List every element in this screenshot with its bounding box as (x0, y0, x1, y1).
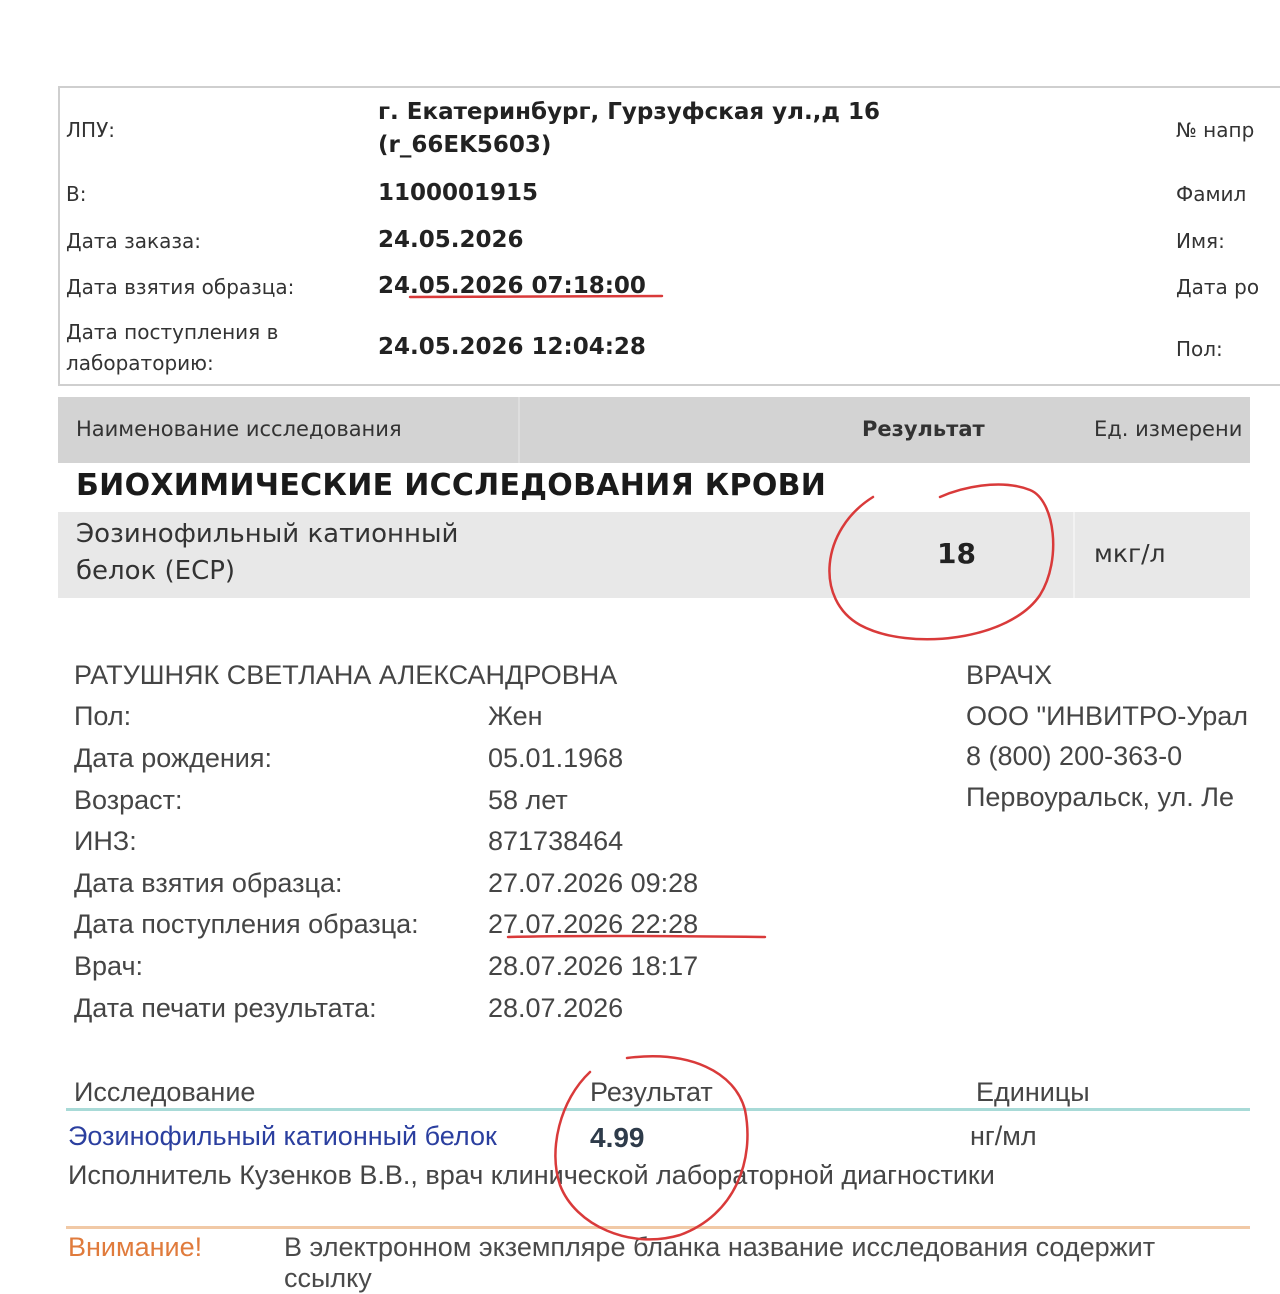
value-lab-receipt: 24.05.2026 12:04:28 (378, 334, 646, 360)
doctor-name: ВРАЧХ (966, 660, 1053, 690)
test-name-link[interactable]: Эозинофильный катионный белок (68, 1121, 497, 1151)
label-sample-date: Дата взятия образца: (66, 275, 295, 299)
field-label: ИНЗ: (74, 826, 137, 856)
header-units: Ед. измерени (1094, 417, 1243, 441)
label-b: В: (66, 182, 87, 206)
section-title: БИОХИМИЧЕСКИЕ ИССЛЕДОВАНИЯ КРОВИ (76, 468, 827, 503)
value-sample-date: 24.05.2026 07:18:00 (378, 273, 646, 299)
value-lpu-line2: (r_66EK5603) (378, 132, 552, 158)
result-unit: нг/мл (970, 1121, 1037, 1151)
field-value: 28.07.2026 18:17 (488, 951, 699, 981)
warning-rule (66, 1226, 1250, 1229)
value-order-date: 24.05.2026 (378, 227, 524, 253)
org-name: ООО "ИНВИТРО-Урал (966, 701, 1249, 731)
field-label: Пол: (74, 701, 132, 731)
result-unit: мкг/л (1094, 539, 1166, 568)
warning-label: Внимание! (68, 1232, 203, 1262)
field-value: 27.07.2026 22:28 (488, 909, 699, 939)
field-label: Дата рождения: (74, 743, 272, 773)
header-study: Исследование (74, 1077, 256, 1107)
performer-line: Исполнитель Кузенков В.В., врач клинической лабораторной диагностики (68, 1160, 995, 1190)
label-surname: Фамил (1176, 182, 1247, 206)
label-referral-no: № напр (1176, 118, 1255, 142)
result-value: 18 (937, 537, 976, 570)
test-name-line2: белок (ECP) (76, 556, 236, 586)
label-name: Имя: (1176, 229, 1225, 253)
value-b: 1100001915 (378, 180, 539, 206)
header-result: Результат (590, 1077, 713, 1107)
org-address: Первоуральск, ул. Ле (966, 782, 1234, 812)
header-test-name: Наименование исследования (76, 417, 402, 441)
field-label: Дата печати результата: (74, 993, 377, 1023)
label-birth-date: Дата ро (1176, 275, 1260, 299)
value-lpu-line1: г. Екатеринбург, Гурзуфская ул.,д 16 (378, 99, 881, 125)
header-units: Единицы (976, 1077, 1090, 1107)
label-lab-receipt-line1: Дата поступления в (66, 320, 279, 344)
label-order-date: Дата заказа: (66, 229, 201, 253)
field-label: Дата взятия образца: (74, 868, 343, 898)
test-name-line1: Эозинофильный катионный (76, 519, 459, 549)
warning-text: В электронном экземпляре бланка название исследования содержит ссылку (284, 1232, 1156, 1293)
header-rule (66, 1108, 1250, 1111)
field-label: Возраст: (74, 785, 183, 815)
field-value: 58 лет (488, 785, 568, 815)
patient-name: РАТУШНЯК СВЕТЛАНА АЛЕКСАНДРОВНА (74, 660, 618, 690)
field-value: Жен (488, 701, 543, 731)
result-value: 4.99 (590, 1122, 645, 1153)
field-value: 27.07.2026 09:28 (488, 868, 699, 898)
label-sex: Пол: (1176, 337, 1223, 361)
label-lab-receipt-line2: лабораторию: (66, 351, 214, 375)
field-label: Дата поступления образца: (74, 909, 419, 939)
field-value: 05.01.1968 (488, 743, 624, 773)
field-value: 28.07.2026 (488, 993, 624, 1023)
header-divider (518, 397, 520, 463)
row-divider (1073, 512, 1075, 598)
field-value: 871738464 (488, 826, 624, 856)
field-label: Врач: (74, 951, 144, 981)
org-phone: 8 (800) 200-363-0 (966, 741, 1183, 771)
header-result: Результат (862, 417, 985, 441)
label-lpu: ЛПУ: (66, 118, 116, 142)
warning-notice (66, 1232, 1250, 1293)
